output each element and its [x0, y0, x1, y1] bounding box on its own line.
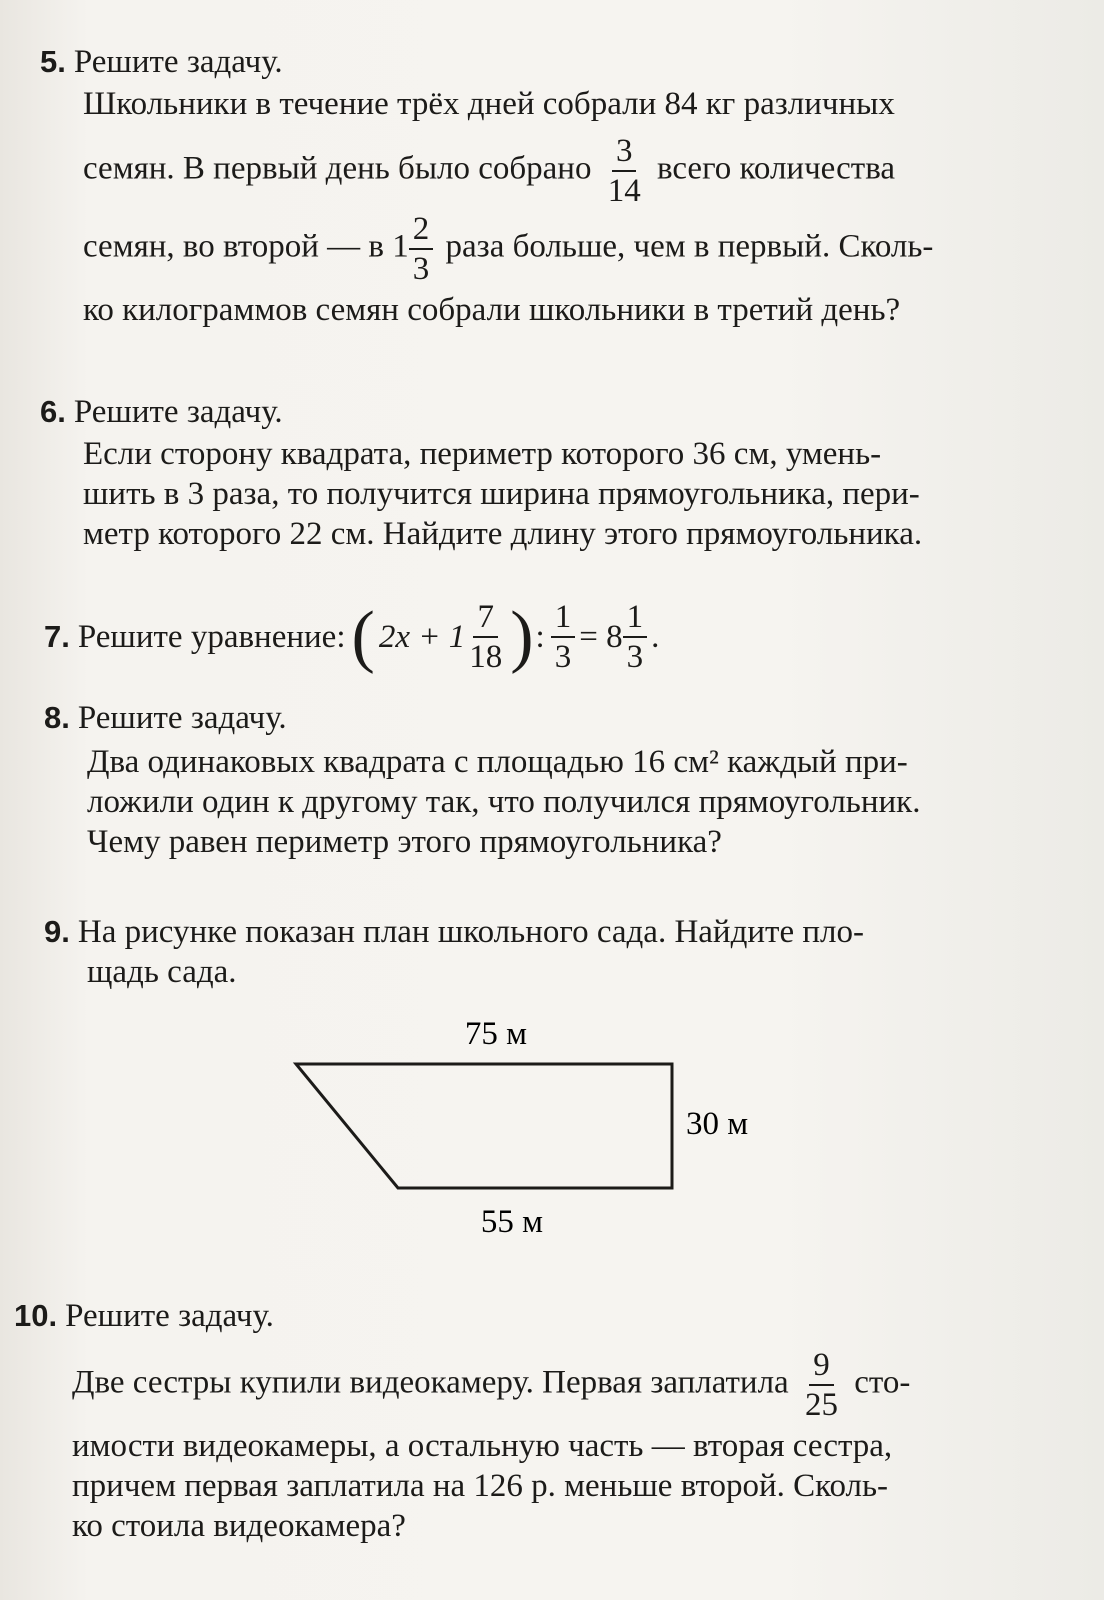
task-7-equation-line: 7. Решите уравнение: ( 2x + 1 $\frac{7}{18}$ ) : $\frac{1}{3}$ = 8 $\frac{1}{3}$ . — [44, 598, 660, 675]
task-5-number: 5. — [40, 44, 66, 79]
task-10-number: 10. — [14, 1298, 58, 1333]
task-6-title: Решите задачу. — [73, 394, 283, 430]
task-5-line-2: семян. В первый день было собрано $\frac{3}{14}$ всего количества — [83, 133, 896, 209]
fraction-3-14: $\frac{3}{14}$ — [607, 133, 641, 209]
task-5-line-3: семян, во второй — в 1 $\frac{2}{3}$ раза больше, чем в первый. Сколь- — [83, 211, 934, 287]
task-7-title: Решите уравнение: — [77, 619, 346, 655]
fraction-9-25: $\frac{9}{25}$ — [804, 1347, 838, 1423]
task-8-line-2: ложили один к другому так, что получился прямоугольник. — [87, 784, 921, 820]
task-10-line-2: имости видеокамеры, а остальную часть — вторая сестра, — [72, 1428, 893, 1464]
task-6-line-1: Если сторону квадрата, периметр которого 36 см, умень- — [83, 436, 882, 472]
label-side-30: 30 м — [686, 1106, 749, 1142]
label-top-75: 75 м — [464, 1016, 528, 1052]
task-6-line-3: метр которого 22 см. Найдите длину этого прямоугольника. — [83, 516, 923, 552]
task-10-title: Решите задачу. — [65, 1298, 274, 1334]
task-10 — [14, 1296, 1074, 1546]
fraction-1-3-result: $\frac{1}{3}$ — [623, 600, 648, 674]
task-10-line-3: причем первая заплатила на 126 р. меньше второй. Сколь- — [72, 1468, 889, 1504]
task-5-title: Решите задачу. — [73, 44, 283, 80]
label-bottom-55: 55 м — [480, 1204, 544, 1240]
task-5-line-1: Школьники в течение трёх дней собрали 84 кг различных — [83, 86, 895, 122]
task-8-title: Решите задачу. — [77, 700, 287, 736]
task-10-line-4: ко стоила видеокамера? — [72, 1508, 406, 1544]
task-6-line-2: шить в 3 раза, то получится ширина прямоугольника, пери- — [83, 476, 920, 512]
garden-trapezoid — [296, 1064, 672, 1188]
fraction-2-3: $\frac{2}{3}$ — [409, 212, 434, 286]
task-10-line-1: Две сестры купили видеокамеру. Первая заплатила $\frac{9}{25}$ сто- — [72, 1347, 911, 1423]
equation-lhs: 2x + 1 — [378, 619, 466, 655]
task-8-line-3: Чему равен периметр этого прямоугольника? — [87, 824, 722, 860]
task-6-number: 6. — [40, 394, 66, 429]
task-9-line-2: щадь сада. — [87, 954, 237, 990]
fraction-1-3: $\frac{1}{3}$ — [551, 600, 576, 674]
task-7-number: 7. — [44, 619, 70, 654]
task-8-number: 8. — [44, 700, 70, 735]
task-5-line-4: ко килограммов семян собрали школьники в третий день? — [83, 292, 901, 328]
task-8-line-1: Два одинаковых квадрата с площадью 16 см² каждый при- — [87, 744, 908, 780]
task-9-line-1: На рисунке показан план школьного сада. Найдите пло- — [77, 914, 864, 950]
fraction-7-18: $\frac{7}{18}$ — [469, 599, 503, 675]
task-9-number: 9. — [44, 914, 70, 949]
